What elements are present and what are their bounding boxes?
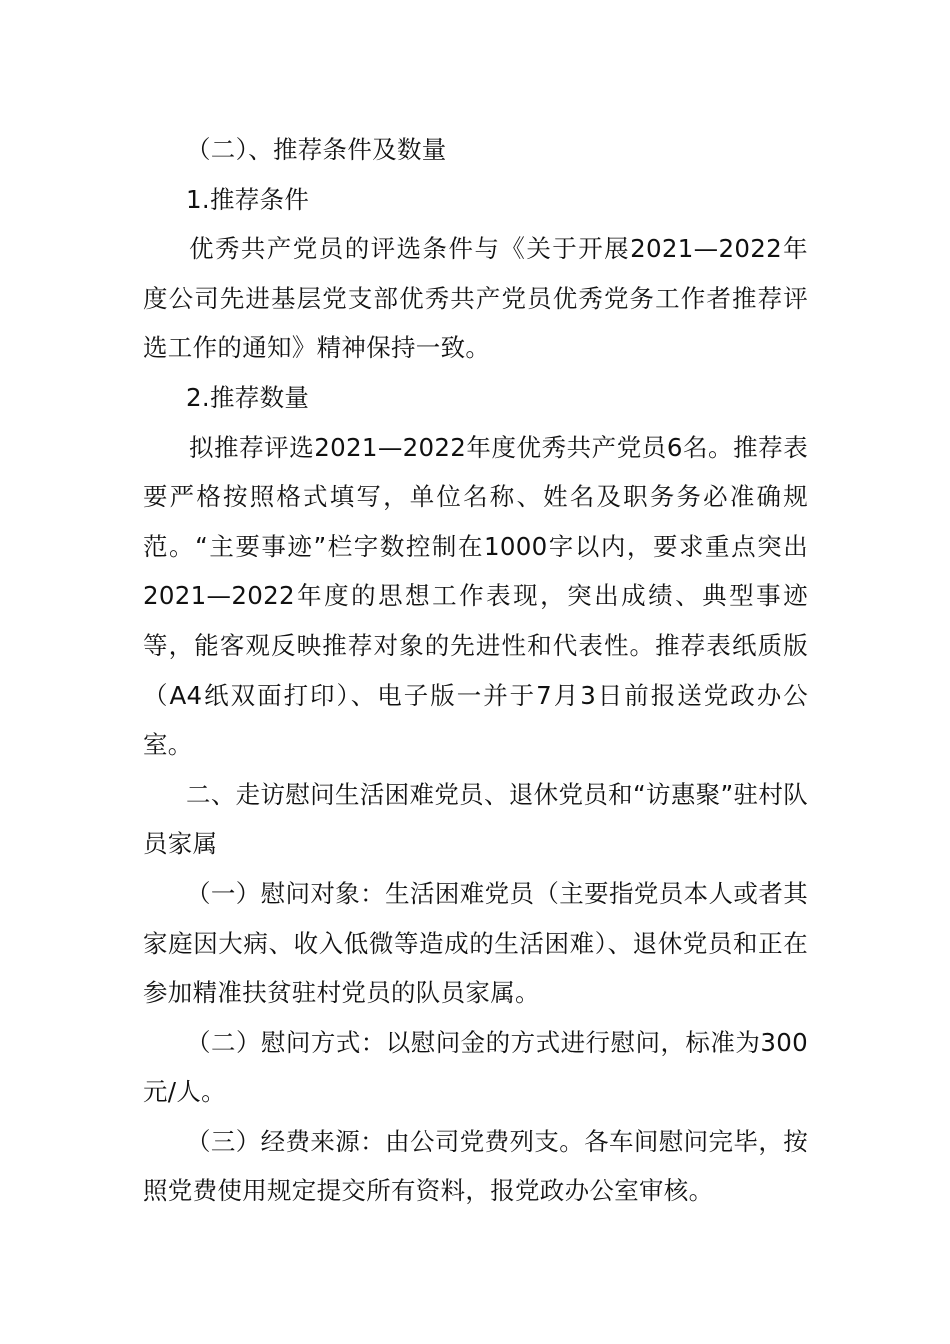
paragraph-funding-source: （三）经费来源：由公司党费列支。各车间慰问完毕，按照党费使用规定提交所有资料，报党政办公室审核。 bbox=[143, 1126, 808, 1206]
document-body bbox=[143, 125, 808, 1216]
paragraph-quantity: 拟推荐评选2021—2022年度优秀共产党员6名。推荐表要严格按照格式填写，单位名称、姓名及职务务必准确规范。“主要事迹”栏字数控制在1000字以内，要求重点突出2021—2022年度的思想工作表现，突出成绩、典型事迹等，能客观反映推荐对象的先进性和代表性。推荐表纸质版（A4纸双面打印）、电子版一并于7月3日前报送党政办公室。 bbox=[143, 432, 808, 760]
section-heading-conditions-and-quantity: （二）、推荐条件及数量 bbox=[186, 135, 447, 164]
subheading-quantity: 2.推荐数量 bbox=[186, 382, 310, 412]
subheading-conditions: 1.推荐条件 bbox=[186, 184, 310, 214]
paragraph-visit-targets: （一）慰问对象：生活困难党员（主要指党员本人或者其家庭因大病、收入低微等造成的生活困难）、退休党员和正在参加精准扶贫驻村党员的队员家属。 bbox=[143, 878, 808, 1008]
section-heading-visits: 二、走访慰问生活困难党员、退休党员和“访惠聚”驻村队员家属 bbox=[143, 779, 808, 859]
paragraph-visit-method: （二）慰问方式：以慰问金的方式进行慰问，标准为300元/人。 bbox=[143, 1027, 808, 1107]
paragraph-conditions: 优秀共产党员的评选条件与《关于开展2021—2022年度公司先进基层党支部优秀共产党员优秀党务工作者推荐评选工作的通知》精神保持一致。 bbox=[143, 234, 808, 363]
